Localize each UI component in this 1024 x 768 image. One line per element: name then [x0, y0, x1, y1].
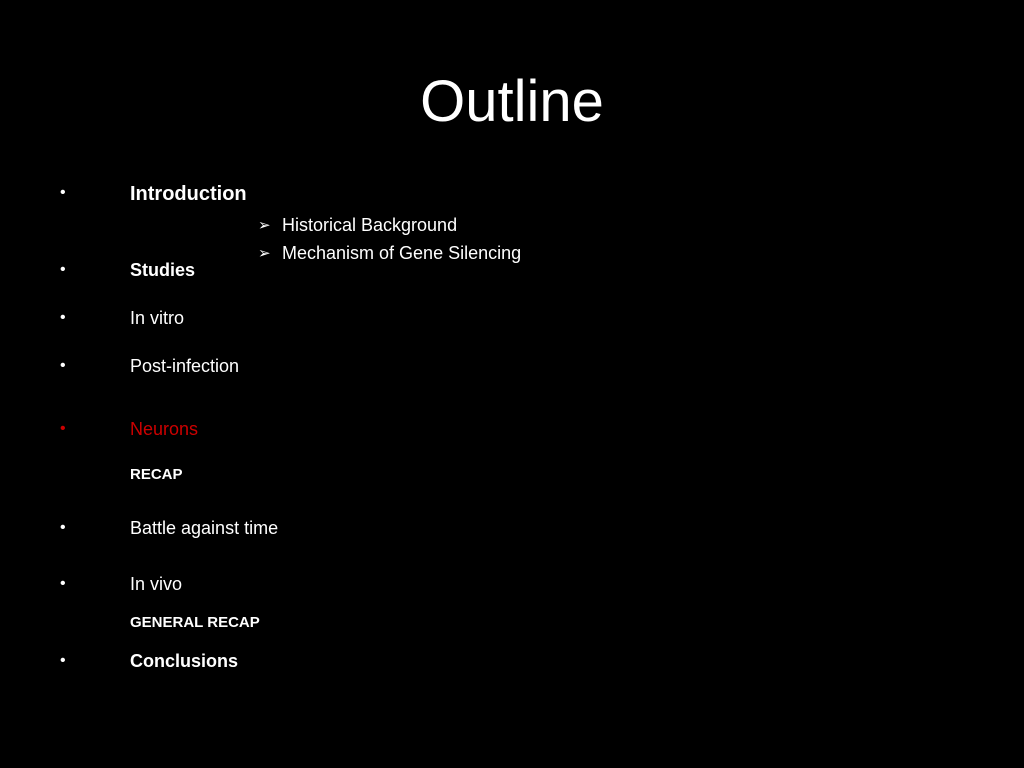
outline-item-conclusions: Conclusions	[130, 651, 239, 671]
bullet-icon: •	[60, 420, 66, 437]
recap-label: RECAP	[130, 466, 183, 483]
arrow-bullet-icon: ➢	[258, 217, 271, 234]
general-recap-label: GENERAL RECAP	[130, 614, 260, 631]
outline-item-studies: Studies	[130, 260, 196, 280]
subitem-historical-background	[258, 214, 457, 237]
outline-item-introduction: Introduction	[130, 183, 247, 205]
outline-item-post-infection: Post-infection	[130, 356, 240, 376]
outline-item-in-vitro: In vitro	[130, 308, 185, 328]
bullet-icon: •	[60, 357, 66, 374]
bullet-icon: •	[60, 184, 66, 201]
bullet-icon: •	[60, 261, 66, 278]
arrow-bullet-icon: ➢	[258, 245, 271, 262]
subitem-gene-silencing	[258, 242, 521, 265]
outline-item-battle-against-time: Battle against time	[130, 518, 279, 538]
subitem-label: Mechanism of Gene Silencing	[282, 243, 522, 263]
outline-item-in-vivo: In vivo	[130, 574, 183, 594]
subitem-label: Historical Background	[282, 215, 458, 235]
bullet-icon: •	[60, 652, 66, 669]
bullet-icon: •	[60, 519, 66, 536]
slide-title: Outline	[420, 69, 604, 134]
bullet-icon: •	[60, 309, 66, 326]
outline-item-neurons: Neurons	[130, 419, 199, 439]
bullet-icon: •	[60, 575, 66, 592]
